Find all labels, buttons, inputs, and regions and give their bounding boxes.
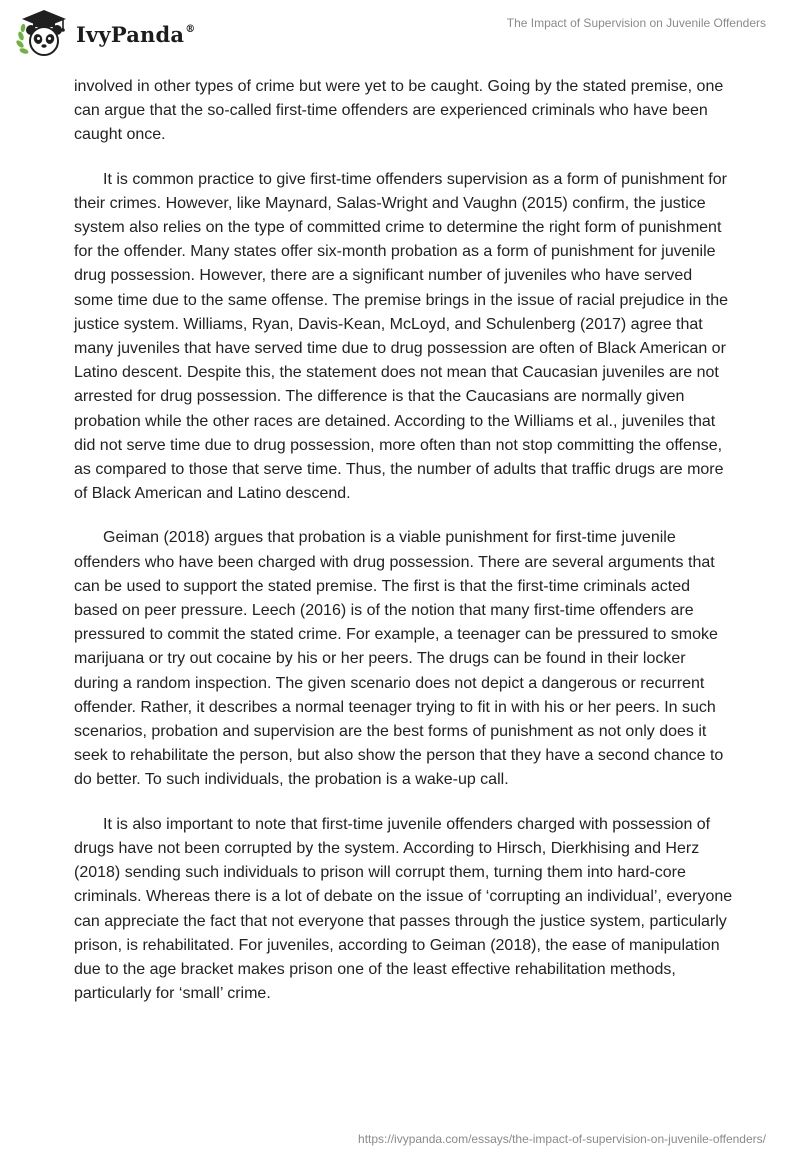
source-url[interactable]: https://ivypanda.com/essays/the-impact-of-supervision-on-juvenile-offenders/: [358, 1132, 766, 1146]
page-header: [0, 0, 800, 64]
paragraph: It is common practice to give first-time offenders supervision as a form of punishment for their crimes. However, like Maynard, Salas-Wright and Vaughn (2015) confirm, the justice system also relies on the type of committed crime to determine the right form of punishment for the offender. Many states offer six-month probation as a form of punishment for juvenile drug possession. However, there are a significant number of juveniles who have served some time due to the same offense. The premise brings in the issue of racial prejudice in the justice system. Williams, Ryan, Davis-Kean, McLoyd, and Schulenberg (2017) agree that many juveniles that have served time due to drug possession are often of Black American or Latino descent. Despite this, the statement does not mean that Caucasian juveniles are not arrested for drug possession. The difference is that the Caucasians are normally given probation while the other races are detained. According to the Williams et al., juveniles that did not serve time due to drug possession, more often than not stop committing the offense, as compared to those that serve time. Thus, the number of adults that traffic drugs are more of Black American and Latino descend.: [74, 170, 728, 503]
ivypanda-logo[interactable]: [14, 8, 195, 58]
paragraph: It is also important to note that first-time juvenile offenders charged with possession of drugs have not been corrupted by the system. According to Hirsch, Dierkhising and Herz (2018) sending such individuals to prison will corrupt them, turning them into hard-core criminals. Whereas there is a lot of debate on the issue of ‘corrupting an individual’, everyone can appreciate the fact that not everyone that passes through the justice system, particularly prison, is rehabilitated. For juveniles, according to Geiman (2018), the ease of manipulation due to the age bracket makes prison one of the least effective rehabilitation methods, particularly for ‘small’ crime.: [74, 815, 733, 1003]
essay-body: [74, 75, 734, 1026]
panda-graduate-icon: [14, 8, 70, 58]
brand-name: IvyPanda®: [76, 21, 196, 47]
registered-mark: ®: [185, 23, 196, 35]
paragraph-continued: involved in other types of crime but were yet to be caught. Going by the stated premise, one can argue that the so-called first-time offenders are experienced criminals who have been caught once.: [74, 78, 724, 144]
paragraph: Geiman (2018) argues that probation is a viable punishment for first-time juvenile offenders who have been charged with drug possession. There are several arguments that can be used to support the stated premise. The first is that the first-time criminals acted based on peer pressure. Leech (2016) is of the notion that many first-time offenders are pressured to commit the stated crime. For example, a teenager can be pressured to smoke marijuana or try out cocaine by his or her peers. The drugs can be found in their locker during a random inspection. The given scenario does not depict a dangerous or recurrent offender. Rather, it describes a normal teenager trying to fit in with his or her peers. In such scenarios, probation and supervision are the best forms of punishment as not only does it seek to rehabilitate the person, but also show the person that they have a second chance to do better. To such individuals, the probation is a wake-up call.: [74, 529, 724, 789]
document-title: The Impact of Supervision on Juvenile Offenders: [506, 16, 766, 30]
